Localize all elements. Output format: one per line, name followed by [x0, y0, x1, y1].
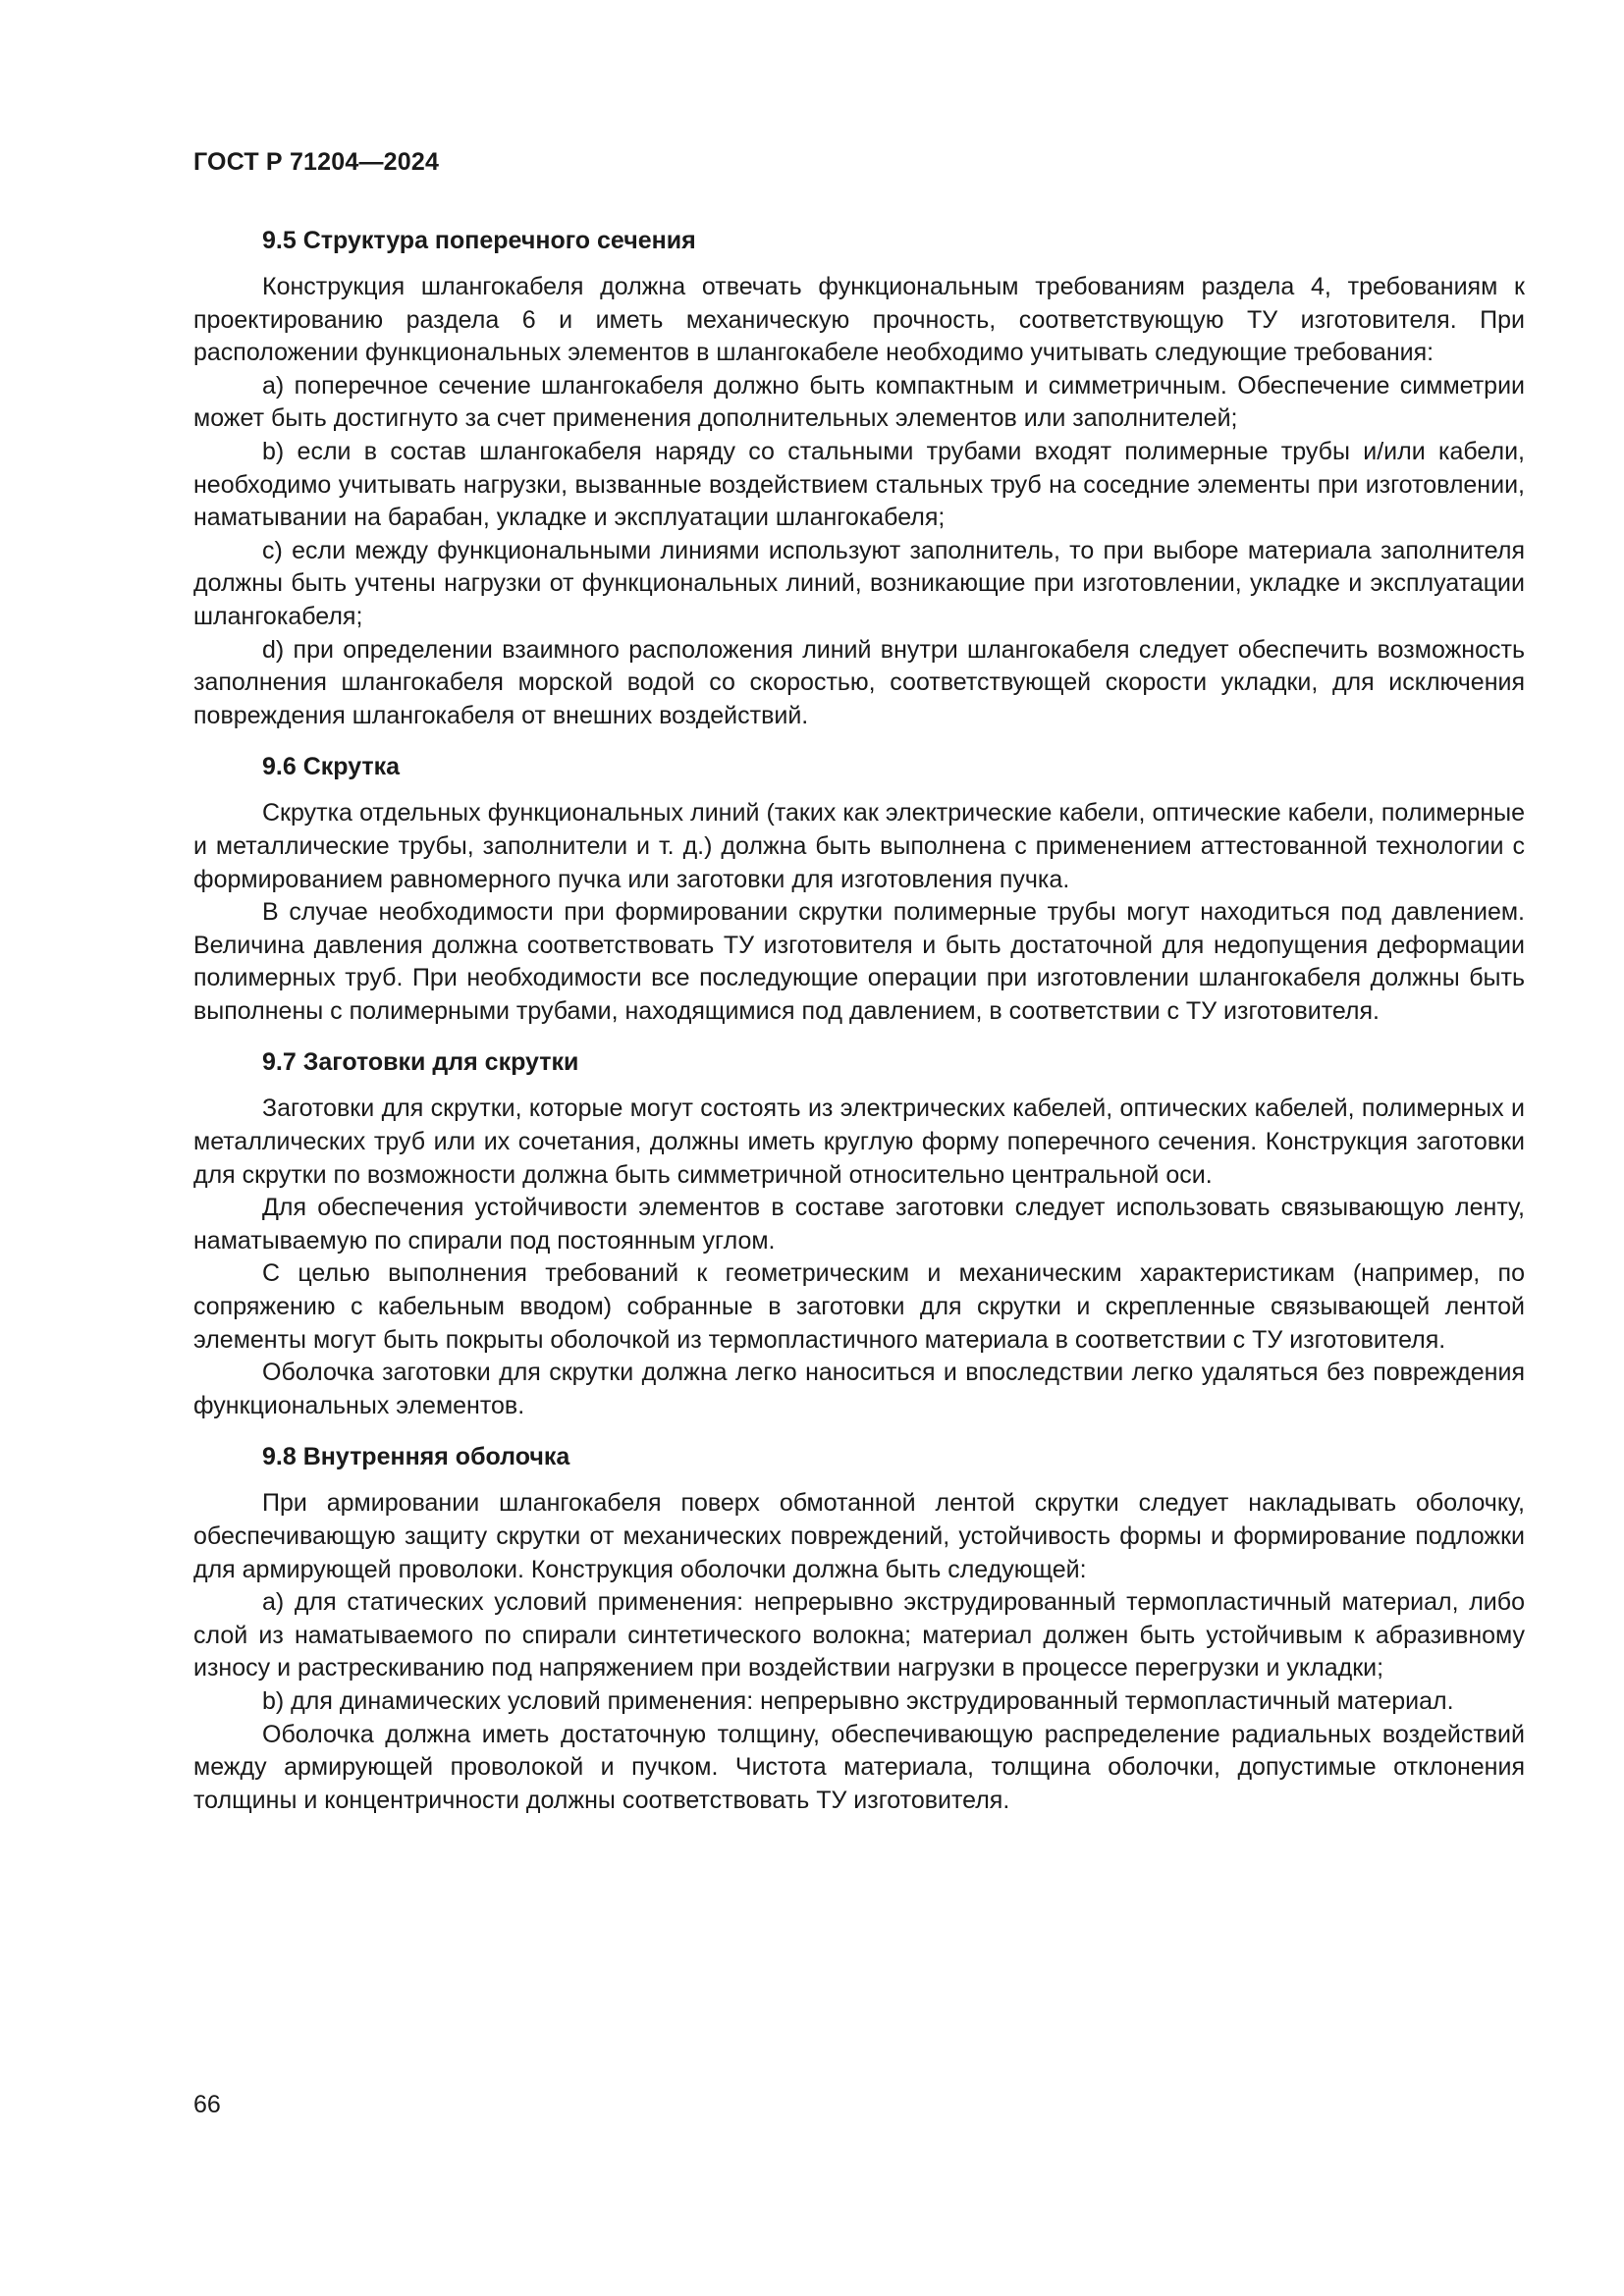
document-body [193, 224, 1525, 1835]
section-title: 9.5 Структура поперечного сечения [262, 227, 696, 254]
document-header-number: ГОСТ Р 71204—2024 [193, 148, 440, 176]
section-9-8 [193, 1440, 1525, 1817]
section-title: 9.7 Заготовки для скрутки [262, 1048, 579, 1077]
document-page [193, 0, 1525, 2296]
section-9-5 [193, 224, 1525, 732]
list-item-a: a) поперечное сечение шлангокабеля должно быть компактным и симметричным. Обеспечение симметрии может быть достигнуто за счет применения дополнительных элементов или заполнителей; [193, 371, 1525, 433]
list-item-c: c) если между функциональными линиями используют заполнитель, то при выборе материала заполнителя должны быть учтены нагрузки от функциональных линий, возникающие при изготовлении, укладке и эксплуатации шлангокабеля; [193, 536, 1525, 630]
paragraph: С целью выполнения требований к геометрическим и механическим характеристикам (например, по сопряжению с кабельным вводом) собранные в заготовки для скрутки и скрепленные связывающей лентой элементы могут быть покрыты оболочкой из термопластичного материала в соответствии с ТУ изготовителя. [193, 1259, 1525, 1354]
paragraph: Конструкция шлангокабеля должна отвечать функциональным требованиям раздела 4, требованиям к проектированию раздела 6 и иметь механическую прочность, соответствующую ТУ изготовителя. При расположении функциональных элементов в шлангокабеле необходимо учитывать следующие требования: [193, 273, 1525, 367]
list-item-b: b) если в состав шлангокабеля наряду со стальными трубами входят полимерные трубы и/или кабели, необходимо учитывать нагрузки, вызванные воздействием стальных труб на соседние элементы при изготовлении, наматывании на барабан, укладке и эксплуатации шлангокабеля; [193, 437, 1525, 532]
paragraph: В случае необходимости при формировании скрутки полимерные трубы могут находиться под давлением. Величина давления должна соответствовать ТУ изготовителя и быть достаточной для недопущения деформации полимерных труб. При необходимости все последующие операции при изготовлении шлангокабеля должны быть выполнены с полимерными трубами, находящимися под давлением, в соответствии с ТУ изготовителя. [193, 898, 1525, 1025]
section-title: 9.6 Скрутка [262, 753, 401, 781]
paragraph: При армировании шлангокабеля поверх обмотанной лентой скрутки следует накладывать оболочку, обеспечивающую защиту скрутки от механических повреждений, устойчивость формы и формирование подложки для армирующей проволоки. Конструкция оболочки должна быть следующей: [193, 1489, 1525, 1583]
paragraph: Для обеспечения устойчивости элементов в составе заготовки следует использовать связывающую ленту, наматываемую по спирали под постоянным углом. [193, 1194, 1525, 1255]
page-number: 66 [193, 2091, 221, 2118]
paragraph: Заготовки для скрутки, которые могут состоять из электрических кабелей, оптических кабелей, полимерных и металлических труб или их сочетания, должны иметь круглую форму поперечного сечения. Конструкция заготовки для скрутки по возможности должна быть симметричной относительно центральной оси. [193, 1095, 1525, 1189]
section-9-7 [193, 1045, 1525, 1422]
section-title: 9.8 Внутренняя оболочка [262, 1443, 570, 1471]
paragraph: Оболочка заготовки для скрутки должна легко наноситься и впоследствии легко удаляться без повреждения функциональных элементов. [193, 1359, 1525, 1419]
list-item-a: a) для статических условий применения: непрерывно экструдированный термопластичный материал, либо слой из наматываемого по спирали синтетического волокна; материал должен быть устойчивым к абразивному износу и растрескиванию под напряжением при воздействии нагрузки в процессе перегрузки и укладки; [193, 1588, 1525, 1682]
section-9-6 [193, 750, 1525, 1028]
paragraph: Оболочка должна иметь достаточную толщину, обеспечивающую распределение радиальных воздействий между армирующей проволокой и пучком. Чистота материала, толщина оболочки, допустимые отклонения толщины и концентричности должны соответствовать ТУ изготовителя. [193, 1720, 1525, 1814]
list-item-b: b) для динамических условий применения: непрерывно экструдированный термопластичный материал. [262, 1686, 1454, 1715]
paragraph: Скрутка отдельных функциональных линий (таких как электрические кабели, оптические кабели, полимерные и металлические трубы, заполнители и т. д.) должна быть выполнена с применением аттестованной технологии с формированием равномерного пучка или заготовки для изготовления пучка. [193, 799, 1525, 893]
list-item-d: d) при определении взаимного расположения линий внутри шлангокабеля следует обеспечить возможность заполнения шлангокабеля морской водой со скоростью, соответствующей скорости укладки, для исключения повреждения шлангокабеля от внешних воздействий. [193, 635, 1525, 729]
